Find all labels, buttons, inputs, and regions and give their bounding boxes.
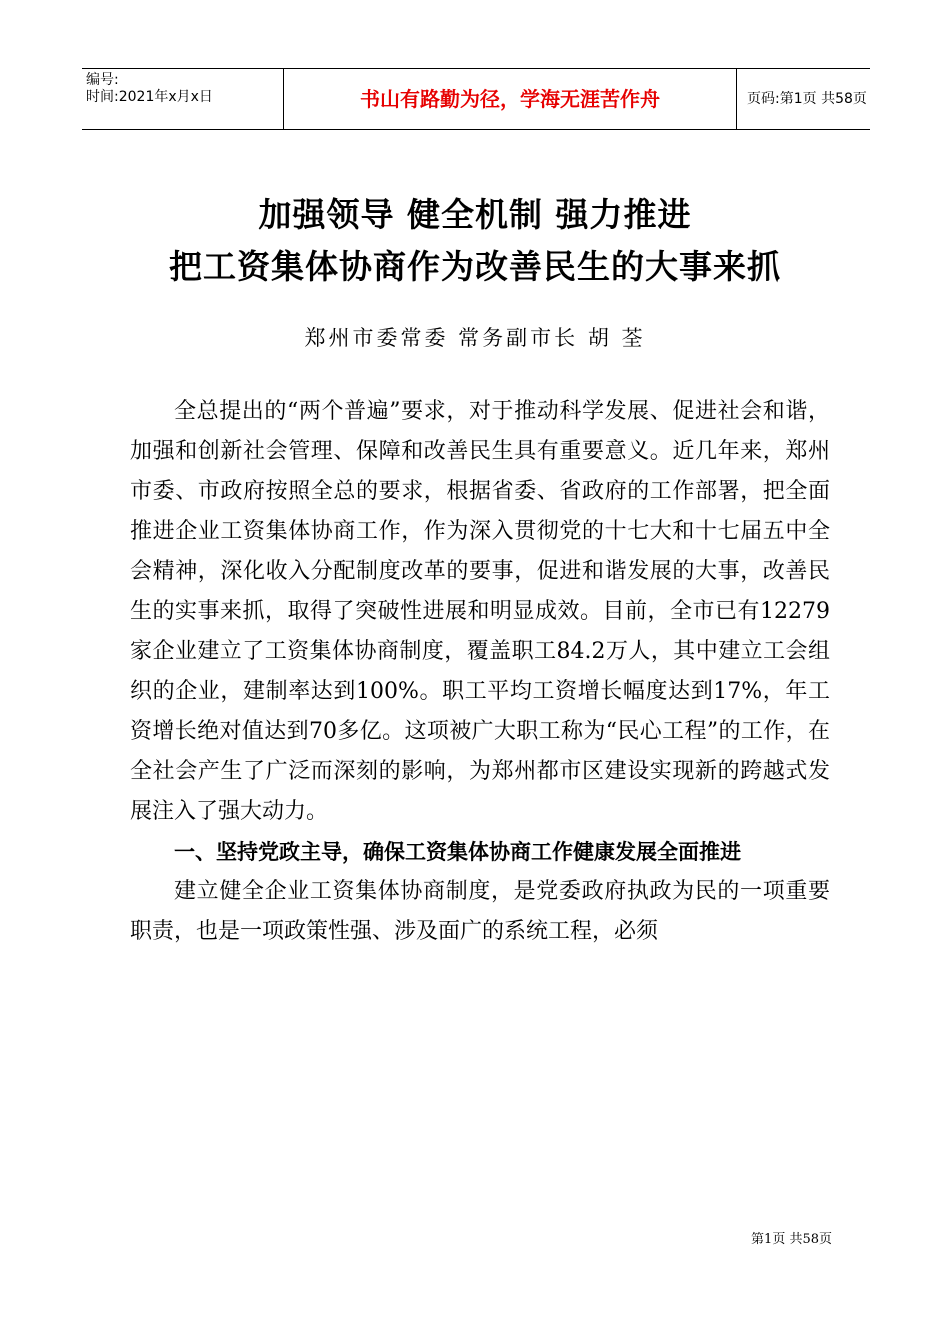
paragraph-2: 建立健全企业工资集体协商制度，是党委政府执政为民的一项重要职责，也是一项政策性强、涉及面广的系统工程，必须: [130, 879, 830, 944]
document-header: [82, 68, 870, 130]
paragraph-1: 全总提出的“两个普遍”要求，对于推动科学发展、促进社会和谐，加强和创新社会管理、保障和改善民生具有重要意义。近几年来，郑州市委、市政府按照全总的要求，根据省委、省政府的工作部署，把全面推进企业工资集体协商工作，作为深入贯彻党的十七大和十七届五中全会精神，深化收入分配制度改革的要事，促进和谐发展的大事，改善民生的实事来抓，取得了突破性进展和明显成效。目前，全市已有12279家企业建立了工资集体协商制度，覆盖职工84.2万人，其中建立工会组织的企业，建制率达到100%。职工平均工资增长幅度达到17%，年工资增长绝对值达到70多亿。这项被广大职工称为“民心工程”的工作，在全社会产生了广泛而深刻的影响，为郑州都市区建设实现新的跨越式发展注入了强大动力。: [130, 399, 830, 824]
page-footer: 第1页 共58页: [751, 1232, 832, 1247]
title-line-2: 把工资集体协商作为改善民生的大事来抓: [169, 247, 781, 286]
title-line-1: 加强领导 健全机制 强力推进: [258, 195, 692, 234]
section-heading-1: 一、坚持党政主导，确保工资集体协商工作健康发展全面推进: [174, 840, 741, 864]
header-motto: 书山有路勤为径，学海无涯苦作舟: [283, 69, 737, 129]
header-meta: [82, 69, 283, 129]
document-body: [130, 392, 830, 952]
number-label: 编号:: [86, 72, 119, 88]
header-page-number: 页码:第1页 共58页: [747, 91, 867, 107]
author-line: 郑州市委常委 常务副市长 胡 荃: [304, 326, 646, 350]
date-label: 时间:2021年x月x日: [86, 89, 213, 105]
